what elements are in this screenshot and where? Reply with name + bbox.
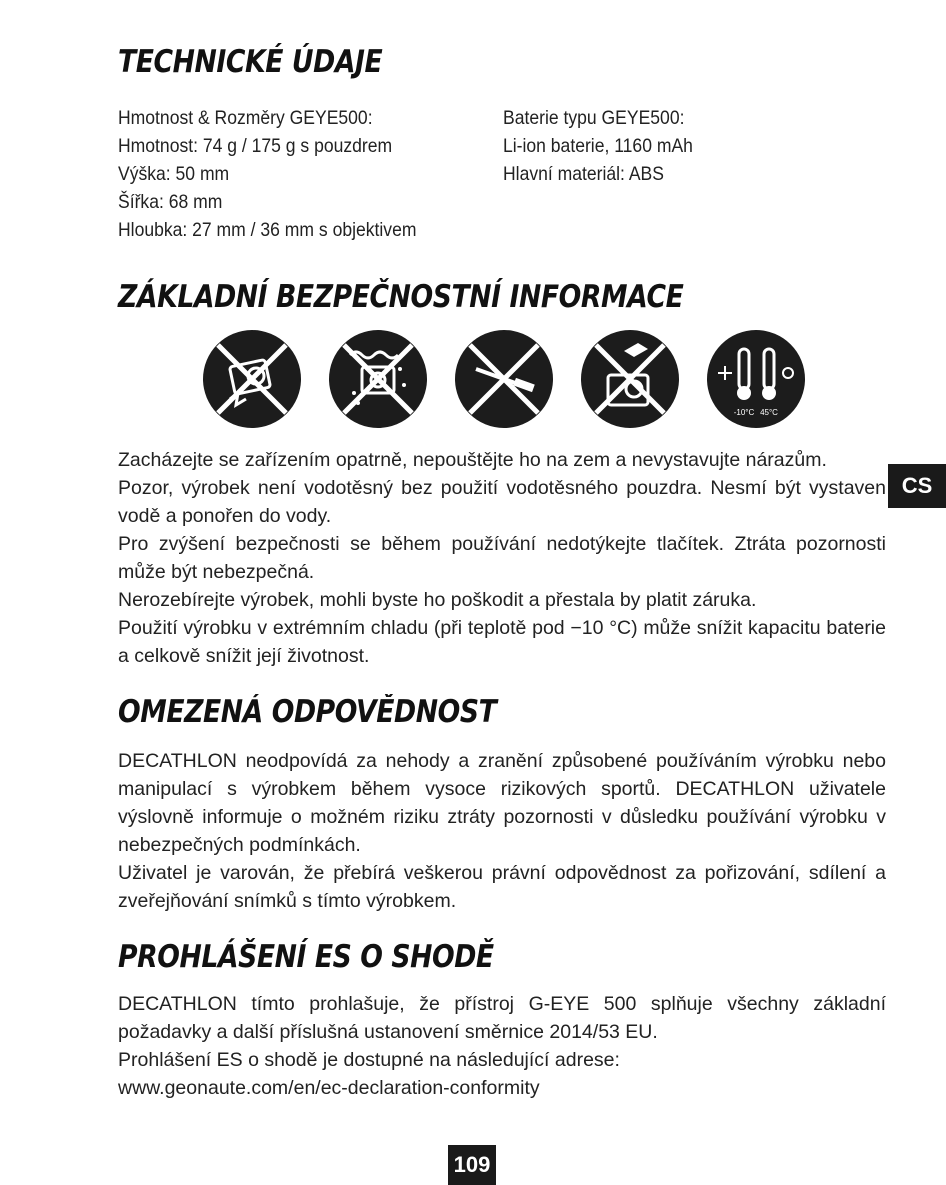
tech-line: Šířka: 68 mm (118, 191, 223, 213)
declaration-heading: PROHLÁŠENÍ ES O SHODĚ (118, 939, 494, 975)
declaration-text (118, 990, 886, 1102)
tech-line: Baterie typu GEYE500: (503, 107, 685, 129)
safety-paragraph: Pozor, výrobek není vodotěsný bez použití vodotěsného pouzdra. Nesmí být vystaven vodě a ponořen do vody. (118, 477, 886, 527)
tech-left-column (118, 104, 416, 244)
safety-paragraph: Nerozebírejte výrobek, mohli byste ho poškodit a přestala by platit záruka. (118, 589, 757, 611)
no-cleaning-agent-icon (580, 329, 680, 429)
safety-heading: ZÁKLADNÍ BEZPEČNOSTNÍ INFORMACE (118, 279, 684, 315)
no-water-icon (328, 329, 428, 429)
safety-paragraph: Pro zvýšení bezpečnosti se během používání nedotýkejte tlačítek. Ztráta pozornosti může být nebezpečná. (118, 533, 886, 583)
declaration-paragraph: Prohlášení ES o shodě je dostupné na následující adrese: (118, 1049, 620, 1071)
tech-line: Hmotnost & Rozměry GEYE500: (118, 107, 373, 129)
technical-heading: TECHNICKÉ ÚDAJE (118, 44, 383, 80)
declaration-paragraph: DECATHLON tímto prohlašuje, že přístroj G-EYE 500 splňuje všechny základní požadavky a další příslušná ustanovení směrnice 2014/53 EU. (118, 993, 886, 1043)
no-drop-icon (202, 329, 302, 429)
liability-heading: OMEZENÁ ODPOVĚDNOST (118, 694, 497, 730)
safety-icons (202, 329, 806, 429)
tech-line: Li-ion baterie, 1160 mAh (503, 135, 693, 157)
liability-paragraph: Uživatel je varován, že přebírá veškerou právní odpovědnost za pořizování, sdílení a zveřejňování snímků s tímto výrobkem. (118, 862, 886, 912)
temp-low-label: -10°C (733, 408, 755, 417)
no-screwdriver-icon (454, 329, 554, 429)
language-tab: CS (888, 464, 946, 508)
temperature-range-icon (706, 329, 806, 429)
tech-line: Hmotnost: 74 g / 175 g s pouzdrem (118, 135, 393, 157)
tech-line: Hloubka: 27 mm / 36 mm s objektivem (118, 219, 417, 241)
liability-text (118, 747, 886, 915)
safety-paragraph: Použití výrobku v extrémním chladu (při teplotě pod −10 °C) může snížit kapacitu baterie a celkově snížit její životnost. (118, 617, 886, 667)
tech-right-column (503, 104, 693, 188)
temp-high-label: 45°C (760, 408, 778, 417)
declaration-url: www.geonaute.com/en/ec-declaration-conformity (118, 1077, 540, 1099)
liability-paragraph: DECATHLON neodpovídá za nehody a zranění způsobené používáním výrobku nebo manipulací s výrobkem během vysoce rizikových sportů. DECATHLON uživatele výslovně informuje o možném riziku ztráty pozornosti v důsledku používání výrobku v nebezpečných podmínkách. (118, 750, 886, 856)
tech-line: Hlavní materiál: ABS (503, 163, 664, 185)
page-number: 109 (448, 1145, 496, 1185)
safety-text (118, 446, 886, 670)
safety-paragraph: Zacházejte se zařízením opatrně, nepouštějte ho na zem a nevystavujte nárazům. (118, 449, 827, 471)
tech-line: Výška: 50 mm (118, 163, 230, 185)
